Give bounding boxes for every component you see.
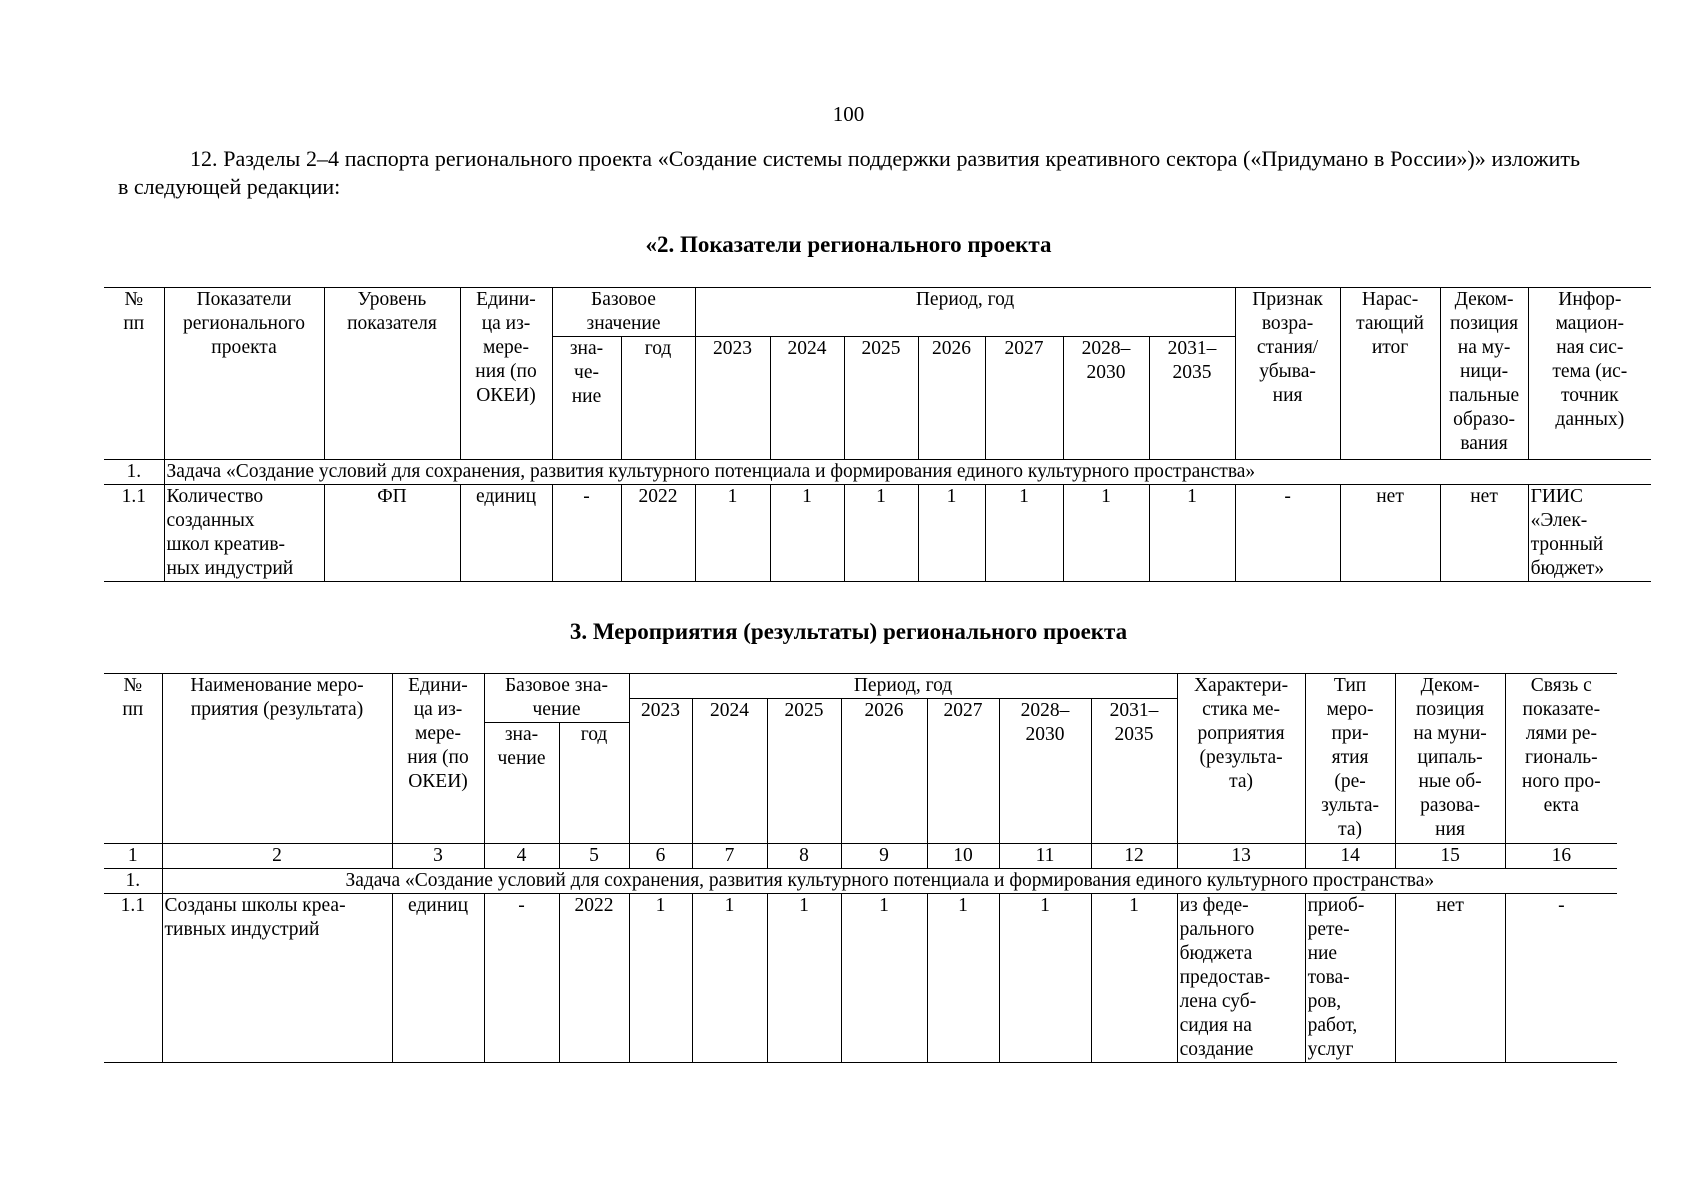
section-2-title: «2. Показатели регионального проекта [645, 232, 1052, 257]
row-year-value: 1 [1063, 485, 1149, 582]
header-num: № пп [104, 288, 164, 460]
header-indicator: Показатели регионального проекта [164, 288, 324, 460]
header-base: Базовое значение [552, 288, 695, 337]
column-number: 3 [392, 844, 484, 869]
header-year: 2024 [692, 699, 767, 844]
column-number: 14 [1305, 844, 1395, 869]
header-level: Уровень показателя [324, 288, 460, 460]
row-year-value: 1 [844, 485, 918, 582]
row-type: приоб- рете- ние това- ров, работ, услуг [1305, 894, 1395, 1063]
row-num: 1.1 [104, 894, 162, 1063]
header-year: 2024 [770, 337, 844, 460]
row-year-value: 1 [841, 894, 927, 1063]
table1-header-row-1 [104, 288, 1651, 337]
table2-header-row-1 [104, 674, 1617, 699]
header-year: 2031– 2035 [1149, 337, 1235, 460]
row-indicator-name: Количество созданных школ креатив- ных индустрий [164, 485, 324, 582]
header-year: 2025 [844, 337, 918, 460]
column-number: 13 [1177, 844, 1305, 869]
column-number: 5 [559, 844, 629, 869]
row-year-value: 1 [985, 485, 1063, 582]
column-number: 11 [999, 844, 1091, 869]
table2-data-row [104, 894, 1617, 1063]
row-link: - [1505, 894, 1617, 1063]
header-year: 2028– 2030 [999, 699, 1091, 844]
column-number: 15 [1395, 844, 1505, 869]
table1-data-row [104, 485, 1651, 582]
task-num: 1. [104, 460, 164, 485]
header-base-year: год [559, 723, 629, 844]
header-period: Период, год [629, 674, 1177, 699]
row-level: ФП [324, 485, 460, 582]
row-characteristic: из феде- рального бюджета предостав- лена суб- сидия на создание [1177, 894, 1305, 1063]
header-year: 2023 [695, 337, 770, 460]
header-year: 2023 [629, 699, 692, 844]
intro-text: 12. Разделы 2–4 паспорта регионального проекта «Создание системы поддержки развития креативного сектора («Придумано в России»)» изложить в следующей редакции: [118, 146, 1580, 199]
header-year: 2027 [985, 337, 1063, 460]
column-number: 7 [692, 844, 767, 869]
row-year-value: 1 [770, 485, 844, 582]
column-number: 4 [484, 844, 559, 869]
header-period: Период, год [695, 288, 1235, 337]
header-base-year: год [621, 337, 695, 460]
row-year-value: 1 [1149, 485, 1235, 582]
column-number: 9 [841, 844, 927, 869]
row-num: 1.1 [104, 485, 164, 582]
table2-column-numbers-row [104, 844, 1617, 869]
row-year-value: 1 [1091, 894, 1177, 1063]
header-characteristic: Характери- стика ме- роприятия (результа- та) [1177, 674, 1305, 844]
indicators-table [104, 287, 1651, 582]
column-number: 8 [767, 844, 841, 869]
column-number: 10 [927, 844, 999, 869]
header-link: Связь с показате- лями ре- гиональ- ного про- екта [1505, 674, 1617, 844]
header-year: 2026 [841, 699, 927, 844]
header-year: 2031– 2035 [1091, 699, 1177, 844]
section-3-title: 3. Мероприятия (результаты) регионального проекта [569, 619, 1128, 644]
header-unit: Едини- ца из- мере- ния (по ОКЕИ) [460, 288, 552, 460]
row-year-value: 1 [695, 485, 770, 582]
row-base-value: - [484, 894, 559, 1063]
row-sign: - [1235, 485, 1340, 582]
row-year-value: 1 [918, 485, 985, 582]
page-number: 100 [832, 102, 865, 126]
header-decomposition: Деком- позиция на муни- ципаль- ные об- разова- ния [1395, 674, 1505, 844]
header-base: Базовое зна- чение [484, 674, 629, 723]
row-unit: единиц [460, 485, 552, 582]
table2-task-row [104, 869, 1617, 894]
header-cumulative: Нарас- тающий итог [1340, 288, 1440, 460]
row-decomposition: нет [1440, 485, 1528, 582]
row-base-year: 2022 [621, 485, 695, 582]
header-year: 2028– 2030 [1063, 337, 1149, 460]
activities-table [104, 673, 1617, 1063]
intro-paragraph [118, 145, 1580, 201]
task-text: Задача «Создание условий для сохранения, развития культурного потенциала и формирования единого культурного пространства» [164, 460, 1651, 485]
row-year-value: 1 [767, 894, 841, 1063]
header-activity-name: Наименование меро- приятия (результата) [162, 674, 392, 844]
header-info-system: Инфор- мацион- ная сис- тема (ис- точник данных) [1528, 288, 1651, 460]
row-info-system: ГИИС «Элек- тронный бюджет» [1528, 485, 1651, 582]
task-text: Задача «Создание условий для сохранения, развития культурного потенциала и формирования единого культурного пространства» [162, 869, 1617, 894]
header-type: Тип меро- при- ятия (ре- зульта- та) [1305, 674, 1395, 844]
header-year: 2027 [927, 699, 999, 844]
row-cumulative: нет [1340, 485, 1440, 582]
header-num: № пп [104, 674, 162, 844]
row-year-value: 1 [629, 894, 692, 1063]
column-number: 12 [1091, 844, 1177, 869]
table1-task-row [104, 460, 1651, 485]
row-year-value: 1 [692, 894, 767, 1063]
row-year-value: 1 [999, 894, 1091, 1063]
row-year-value: 1 [927, 894, 999, 1063]
row-unit: единиц [392, 894, 484, 1063]
row-base-year: 2022 [559, 894, 629, 1063]
header-base-value: зна- чение [484, 723, 559, 844]
column-number: 2 [162, 844, 392, 869]
header-base-value: зна- че- ние [552, 337, 621, 460]
task-num: 1. [104, 869, 162, 894]
header-unit: Едини- ца из- мере- ния (по ОКЕИ) [392, 674, 484, 844]
header-year: 2025 [767, 699, 841, 844]
column-number: 6 [629, 844, 692, 869]
column-number: 1 [104, 844, 162, 869]
row-activity-name: Созданы школы креа- тивных индустрий [162, 894, 392, 1063]
header-year: 2026 [918, 337, 985, 460]
column-number: 16 [1505, 844, 1617, 869]
row-base-value: - [552, 485, 621, 582]
header-decomposition: Деком- позиция на му- ници- пальные образо- вания [1440, 288, 1528, 460]
header-sign: Признак возра- стания/ убыва- ния [1235, 288, 1340, 460]
row-decomposition: нет [1395, 894, 1505, 1063]
